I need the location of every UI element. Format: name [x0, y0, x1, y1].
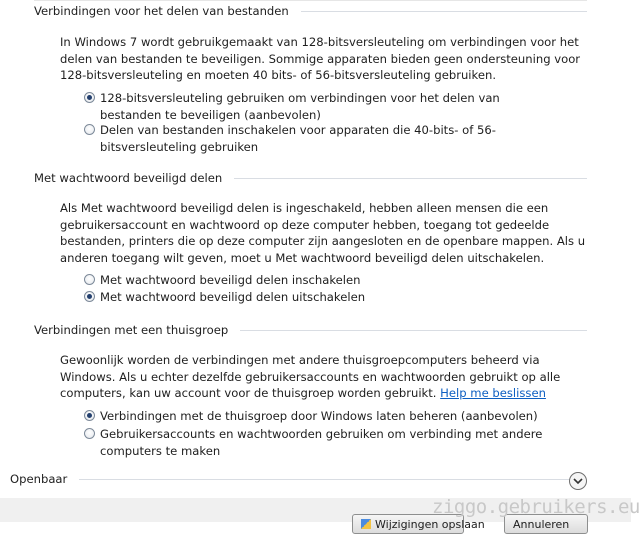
section-divider: [301, 11, 587, 12]
radio-label-40-56bit[interactable]: Delen van bestanden inschakelen voor apparaten die 40-bits- of 56-bitsversleuteling gebruiken: [100, 123, 496, 154]
section-title-homegroup: Verbindingen met een thuisgroep: [34, 323, 229, 337]
section-header-public[interactable]: [10, 472, 579, 486]
radio-option-windows-manage[interactable]: [84, 408, 564, 425]
radio-label-windows-manage[interactable]: Verbindingen met de thuisgroep door Windows laten beheren (aanbevolen): [100, 409, 538, 423]
radio-button-selected[interactable]: [84, 410, 95, 421]
homegroup-description: [60, 352, 590, 402]
radio-label-password-on[interactable]: Met wachtwoord beveiligd delen inschakelen: [100, 273, 361, 287]
radio-button[interactable]: [84, 274, 95, 285]
homegroup-description-text: Gewoonlijk worden de verbindingen met andere thuisgroepcomputers beheerd via Windows. Als u echter dezelfde gebruikersaccounts en wachtwoorden gebruikt op alle computers, kan uw account voor de thuisgroep worden gebruikt.: [60, 353, 561, 400]
section-header-password: [34, 171, 587, 185]
save-changes-label: Wijzigingen opslaan: [375, 518, 485, 531]
section-divider: [234, 178, 587, 179]
cancel-label: Annuleren: [513, 518, 570, 531]
section-header-file-sharing: [34, 4, 587, 18]
radio-label-user-accounts[interactable]: Gebruikersaccounts en wachtwoorden gebruiken om verbinding met andere computers te maken: [100, 427, 543, 458]
radio-button-selected[interactable]: [84, 92, 95, 103]
expand-section-button[interactable]: [569, 472, 587, 490]
radio-option-40-56bit[interactable]: [84, 122, 564, 155]
file-sharing-description: In Windows 7 wordt gebruikgemaakt van 128-bitsversleuteling om verbindingen voor het delen van bestanden te beveiligen. Sommige apparaten bieden geen ondersteuning voor 128-bitsversleuteling en moeten 40 bits- of 56-bitsversleuteling gebruiken.: [60, 35, 581, 82]
radio-option-128bit[interactable]: [84, 90, 564, 123]
radio-label-password-off[interactable]: Met wachtwoord beveiligd delen uitschakelen: [100, 290, 366, 304]
section-header-homegroup: [34, 323, 587, 337]
section-divider: [79, 479, 579, 480]
chevron-down-icon: [573, 477, 583, 485]
section-title-public[interactable]: Openbaar: [10, 472, 68, 486]
section-divider: [240, 330, 587, 331]
section-title-password: Met wachtwoord beveiligd delen: [34, 171, 223, 185]
radio-label-128bit[interactable]: 128-bitsversleuteling gebruiken om verbindingen voor het delen van bestanden te beveiligen (aanbevolen): [100, 91, 500, 122]
radio-button[interactable]: [84, 124, 95, 135]
watermark: ziggo.gebruikers.eu: [432, 496, 640, 518]
radio-option-password-on[interactable]: [84, 272, 564, 289]
help-me-decide-link[interactable]: Help me beslissen: [440, 386, 546, 400]
radio-button[interactable]: [84, 428, 95, 439]
radio-button-selected[interactable]: [84, 291, 95, 302]
radio-option-password-off[interactable]: [84, 289, 564, 306]
section-title-file-sharing: Verbindingen voor het delen van bestanden: [34, 4, 289, 18]
password-description: Als Met wachtwoord beveiligd delen is ingeschakeld, hebben alleen mensen die een gebruikersaccount en wachtwoord op deze computer hebben, toegang tot gedeelde bestanden, printers die op deze computer zijn aangesloten en de openbare mappen. Als u anderen toegang wilt geven, moet u Met wachtwoord beveiligd delen uitschakelen.: [60, 201, 586, 265]
top-divider: [34, 0, 587, 1]
shield-icon: [361, 519, 371, 529]
radio-option-user-accounts[interactable]: [84, 426, 564, 459]
